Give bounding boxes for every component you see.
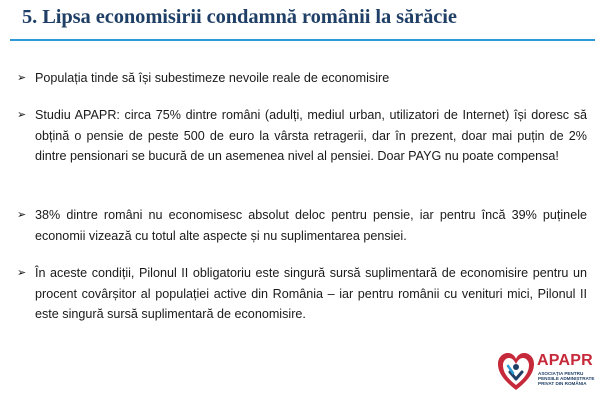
bullet-item xyxy=(17,105,587,167)
bullet-item xyxy=(17,263,587,325)
slide-title: 5. Lipsa economisirii condamnă românii la sărăcie xyxy=(22,6,457,28)
arrow-bullet-icon: ➢ xyxy=(17,109,27,121)
apapr-logo xyxy=(497,352,597,396)
arrow-bullet-icon: ➢ xyxy=(17,209,27,221)
arrow-bullet-icon: ➢ xyxy=(17,267,27,279)
bullet-text: Studiu APAPR: circa 75% dintre români (adulți, mediul urban, utilizatori de Internet) își doresc să obțină o pensie de peste 500 de euro la vârsta retragerii, dar în prezent, doar mai puțin de 2% dintre pensionari se bucură de un asemenea nivel al pensiei. Doar PAYG nu poate compensa! xyxy=(35,108,587,163)
title-divider xyxy=(10,39,595,41)
logo-subtitle: ASOCIAȚIA PENTRU PENSIILE ADMINISTRATE PRIVAT DIN ROMÂNIA xyxy=(538,371,595,387)
bullet-text: 38% dintre români nu economisesc absolut deloc pentru pensie, iar pentru încă 39% puținele economii vizează cu totul alte aspecte și nu suplimentarea pensiei. xyxy=(35,208,587,243)
bullet-text: În aceste condiții, Pilonul II obligatoriu este singură sursă suplimentară de economisire pentru un procent covârșitor al populației active din România – iar pentru românii cu venituri mici, Pilonul II este singură sursă suplimentară de economisire. xyxy=(35,266,587,321)
heart-logo-icon xyxy=(497,352,535,392)
bullet-item xyxy=(17,68,587,89)
arrow-bullet-icon: ➢ xyxy=(17,72,27,84)
bullet-text: Populația tinde să își subestimeze nevoile reale de economisire xyxy=(35,71,390,85)
bullet-item xyxy=(17,205,587,246)
logo-name: APAPR xyxy=(537,352,593,369)
